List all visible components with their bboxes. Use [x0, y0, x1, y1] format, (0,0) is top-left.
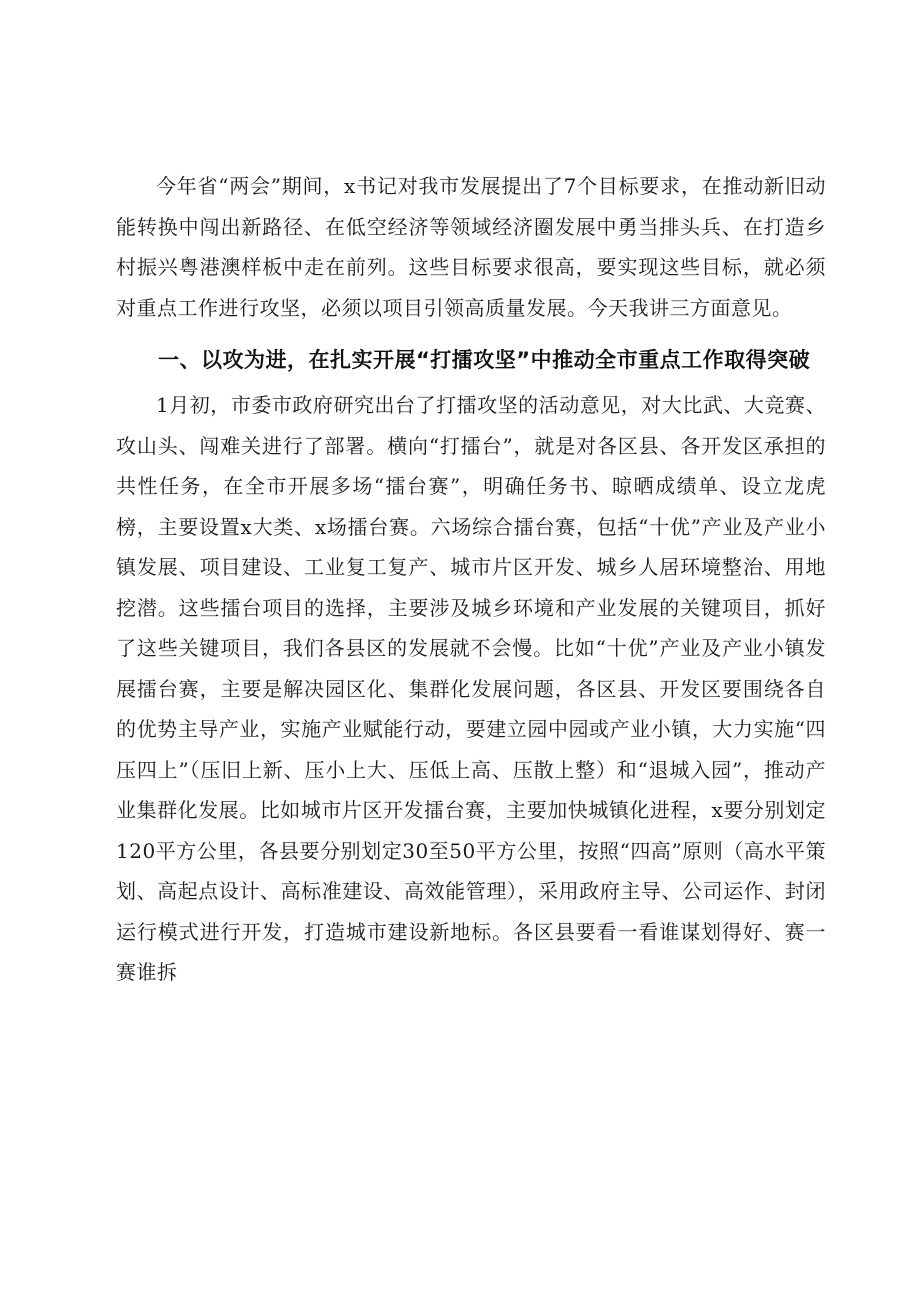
intro-paragraph: 今年省“两会”期间，x书记对我市发展提出了7个目标要求，在推动新旧动能转换中闯出新路径、在低空经济等领域经济圈发展中勇当排头兵、在打造乡村振兴粤港澳样板中走在前列。这些目标要求很高，要实现这些目标，就必须对重点工作进行攻坚，必须以项目引领高质量发展。今天我讲三方面意见。 — [116, 174, 826, 320]
body-paragraph: 1月初，市委市政府研究出台了打擂攻坚的活动意见，对大比武、大竞赛、攻山头、闯难关进行了部署。横向“打擂台”，就是对各区县、各开发区承担的共性任务，在全市开展多场“擂台赛”，明确任务书、晾晒成绩单、设立龙虎榜，主要设置x大类、x场擂台赛。六场综合擂台赛，包括“十优”产业及产业小镇发展、项目建设、工业复工复产、城市片区开发、城乡人居环境整治、用地挖潜。这些擂台项目的选择，主要涉及城乡环境和产业发展的关键项目，抓好了这些关键项目，我们各县区的发展就不会慢。比如“十优”产业及产业小镇发展擂台赛，主要是解决园区化、集群化发展问题，各区县、开发区要围绕各自的优势主导产业，实施产业赋能行动，要建立园中园或产业小镇，大力实施“四压四上”（压旧上新、压小上大、压低上高、压散上整）和“退城入园”，推动产业集群化发展。比如城市片区开发擂台赛，主要加快城镇化进程，x要分别划定120平方公里，各县要分别划定30至50平方公里，按照“四高”原则（高水平策划、高起点设计、高标准建设、高效能管理），采用政府主导、公司运作、封闭运行模式进行开发，打造城市建设新地标。各区县要看一看谁谋划得好、赛一赛谁拆 — [116, 393, 826, 984]
document-body — [116, 166, 826, 993]
section-heading: 一、以攻为进，在扎实开展“打擂攻坚”中推动全市重点工作取得突破 — [158, 348, 811, 372]
